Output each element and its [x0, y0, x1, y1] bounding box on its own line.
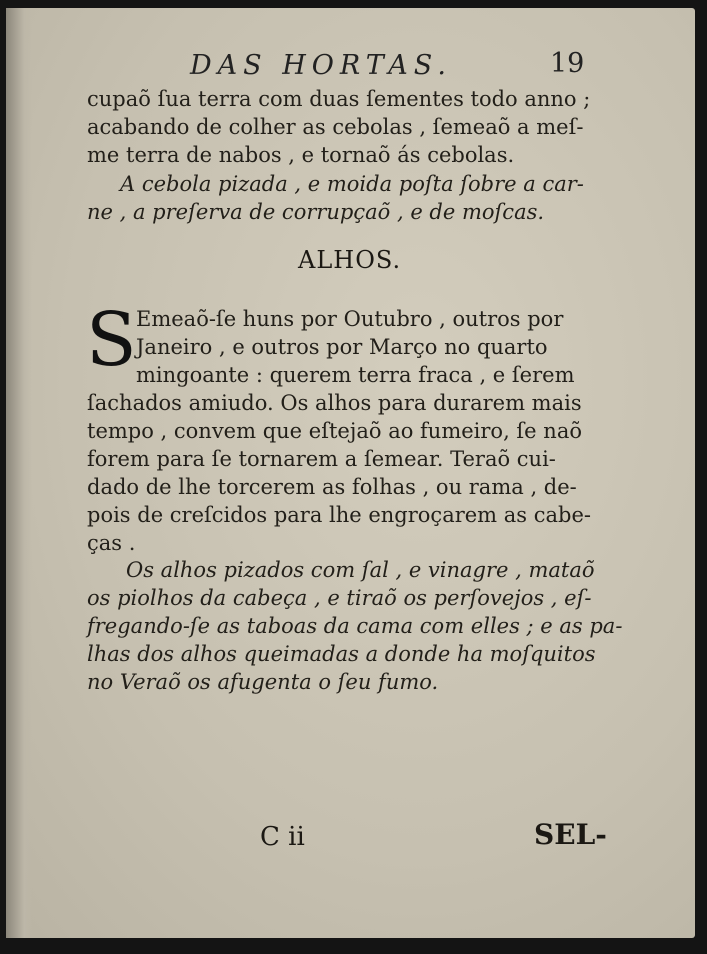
italic-text-line: A cebola pizada , e moida poſta ſobre a car- [120, 172, 584, 196]
italic-text-line: Os alhos pizados com ſal , e vinagre , mataõ [126, 558, 595, 582]
page-number: 19 [550, 48, 585, 79]
text-line: cupaõ ſua terra com duas ſementes todo anno ; [87, 87, 591, 111]
catchword: SEL- [534, 818, 607, 851]
italic-text-line: lhas dos alhos queimadas a donde ha moſquitos [87, 642, 596, 666]
text-line: ſachados amiudo. Os alhos para durarem mais [87, 391, 582, 415]
text-line: dado de lhe torcerem as folhas , ou rama , de- [87, 475, 577, 499]
drop-cap: S [86, 297, 137, 383]
text-line: tempo , convem que eſtejaõ ao fumeiro, ſe naõ [87, 419, 582, 443]
text-line: Emeaõ-ſe huns por Outubro , outros por [136, 307, 564, 331]
text-line: forem para ſe tornarem a ſemear. Teraõ cui- [87, 447, 556, 471]
italic-text-line: ne , a preſerva de corrupçaõ , e de moſcas. [87, 200, 545, 224]
italic-text-line: os piolhos da cabeça , e tiraõ os perſovejos , eſ- [87, 586, 592, 610]
text-line: acabando de colher as cebolas , ſemeaõ a meſ- [87, 115, 584, 139]
signature-mark: C ii [260, 822, 305, 852]
section-title: ALHOS. [298, 246, 402, 274]
text-line: me terra de nabos , e tornaõ ás cebolas. [87, 143, 515, 167]
italic-text-line: no Veraõ os afugenta o ſeu fumo. [87, 670, 439, 694]
running-title: DAS HORTAS. [190, 50, 452, 81]
text-line: Janeiro , e outros por Março no quarto [136, 335, 548, 359]
text-line: pois de creſcidos para lhe engroçarem as cabe- [87, 503, 591, 527]
text-line: ças . [87, 531, 136, 555]
text-line: mingoante : querem terra fraca , e ſerem [136, 363, 575, 387]
italic-text-line: fregando-ſe as taboas da cama com elles ; e as pa- [87, 614, 623, 638]
page-gutter [6, 8, 32, 938]
